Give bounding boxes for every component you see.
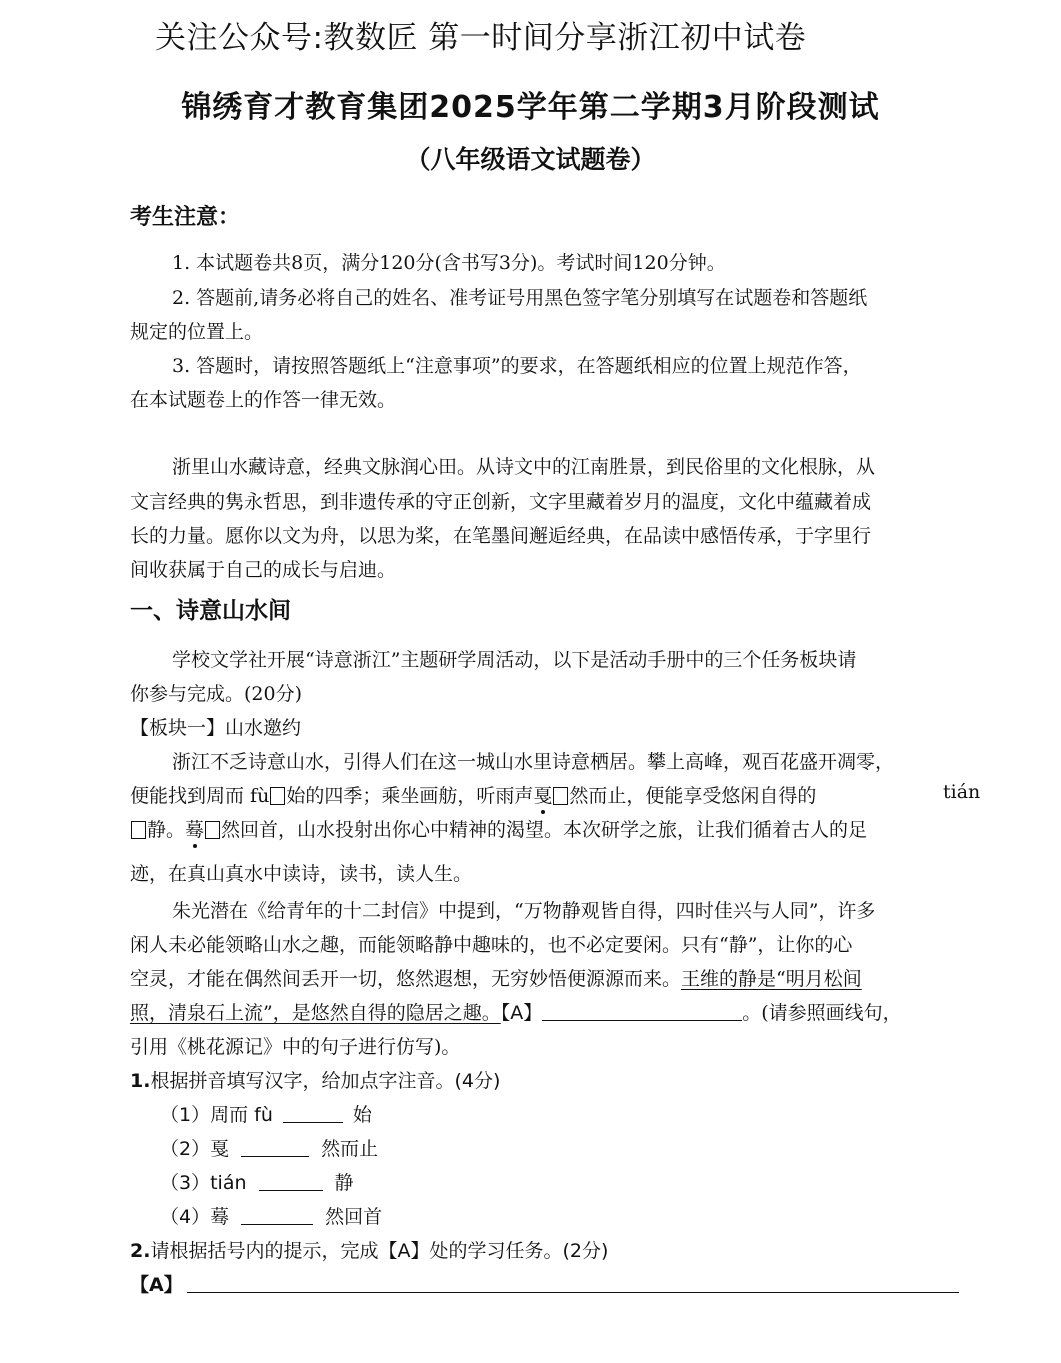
intro-line-3: 长的力量。愿你以文为舟，以思为桨，在笔墨间邂逅经典，在品读中感悟传承，于字里行 xyxy=(130,525,872,547)
q1-prompt xyxy=(130,1066,500,1093)
q1-item-number: （4） xyxy=(160,1206,211,1228)
answer-blank xyxy=(283,1106,343,1123)
q1-item-1 xyxy=(160,1100,372,1127)
notice-heading: 考生注意： xyxy=(130,204,241,230)
notice-item-3-line-1: 3. 答题时，请按照答题纸上“注意事项”的要求，在答题纸相应的位置上规范作答， xyxy=(172,355,862,377)
answer-box xyxy=(553,787,568,805)
p1-line-3-b: 然回首，山水投射出你心中精神的渴望。本次研学之旅，让我们循着古人的足 xyxy=(221,819,868,841)
q2-text: 请根据括号内的提示，完成【A】处的学习任务。(2分) xyxy=(150,1240,609,1262)
q2-answer-label: 【A】 xyxy=(130,1274,183,1296)
q1-number: 1. xyxy=(130,1070,151,1092)
q1-text: 根据拼音填写汉字，给加点字注音。(4分) xyxy=(150,1070,501,1092)
dotted-char: 戛 xyxy=(533,781,552,808)
intro-line-4: 间收获属于自己的成长与启迪。 xyxy=(130,559,397,581)
p1-line-3 xyxy=(130,815,867,842)
notice-item-2-line-1: 2. 答题前,请务必将自己的姓名、准考证号用黑色签字笔分别填写在试题卷和答题纸 xyxy=(172,287,868,309)
intro-line-1: 浙里山水藏诗意，经典文脉润心田。从诗文中的江南胜景，到民俗里的文化根脉，从 xyxy=(172,456,876,478)
notice-item-3-line-2: 在本试题卷上的作答一律无效。 xyxy=(130,389,397,411)
answer-box xyxy=(270,787,285,805)
q2-prompt xyxy=(130,1236,608,1263)
q1-item-after: 然回首 xyxy=(325,1206,383,1228)
notice-item-2-line-2: 规定的位置上。 xyxy=(130,321,264,343)
answer-box xyxy=(205,821,220,839)
q2-answer-row xyxy=(130,1270,959,1297)
p2-line-1: 朱光潜在《给青年的十二封信》中提到，“万物静观皆自得，四时佳兴与人同”，许多 xyxy=(172,900,876,922)
answer-blank xyxy=(259,1174,323,1191)
block-1-heading xyxy=(130,713,301,740)
exam-title: 锦绣育才教育集团2025学年第二学期3月阶段测试 xyxy=(181,90,880,125)
p2-line-3 xyxy=(130,964,862,991)
p1-line-2-c: 然而止，便能享受悠闲自得的 xyxy=(569,785,817,807)
q2-number: 2. xyxy=(130,1240,151,1262)
p2-line-5: 引用《桃花源记》中的句子进行仿写)。 xyxy=(130,1036,461,1058)
q1-item-2 xyxy=(160,1134,378,1161)
section-1-desc-line-2: 你参与完成。(20分) xyxy=(130,683,303,705)
q1-item-number: （3） xyxy=(160,1172,211,1194)
p2-line-4 xyxy=(130,998,902,1025)
q1-item-after: 静 xyxy=(334,1172,354,1194)
banner-text: 关注公众号:教数匠 第一时间分享浙江初中试卷 xyxy=(155,20,807,56)
p1-line-2-b: 始的四季；乘坐画舫，听雨声 xyxy=(286,785,534,807)
p1-line-4: 迹，在真山真水中读诗，读书，读人生。 xyxy=(130,863,473,885)
p1-line-2 xyxy=(130,781,816,808)
intro-line-2: 文言经典的隽永哲思，到非遗传承的守正创新，文字里藏着岁月的温度，文化中蕴藏着成 xyxy=(130,491,872,513)
answer-box xyxy=(131,821,146,839)
exam-subtitle: （八年级语文试题卷） xyxy=(405,145,656,174)
p1-line-1: 浙江不乏诗意山水，引得人们在这一城山水里诗意栖居。攀上高峰，观百花盛开凋零， xyxy=(172,751,895,773)
p2-line-2: 闲人未必能领略山水之趣，而能领略静中趣味的，也不必定要闲。只有“静”，让你的心 xyxy=(130,934,853,956)
underlined-sentence: 王维的静是“明月松间 xyxy=(681,968,862,990)
notice-item-1: 1. 本试题卷共8页，满分120分(含书写3分)。考试时间120分钟。 xyxy=(172,252,726,274)
q1-item-3 xyxy=(160,1168,354,1195)
q1-item-before: tián xyxy=(210,1172,247,1194)
q1-item-4 xyxy=(160,1202,382,1229)
block-1-label: 【板块一】 xyxy=(130,717,226,739)
q1-item-number: （2） xyxy=(160,1138,211,1160)
slot-a-label: 【A】 xyxy=(500,1002,543,1024)
q1-item-before: 周而 fù xyxy=(210,1104,273,1126)
answer-blank xyxy=(542,1004,742,1021)
q1-item-after: 然而止 xyxy=(321,1138,379,1160)
q1-item-before: 戛 xyxy=(210,1138,230,1160)
block-1-title: 山水邀约 xyxy=(225,717,302,739)
q1-item-before: 蓦 xyxy=(210,1206,230,1228)
answer-blank xyxy=(187,1276,959,1293)
answer-blank xyxy=(241,1140,309,1157)
dotted-char: 蓦 xyxy=(185,815,204,842)
q1-item-after: 始 xyxy=(352,1104,372,1126)
section-1-desc-line-1: 学校文学社开展“诗意浙江”主题研学周活动，以下是活动手册中的三个任务板块请 xyxy=(172,649,857,671)
p1-line-2-a: 便能找到周而 fù xyxy=(130,785,270,807)
pinyin-tian: tián xyxy=(943,781,981,803)
underlined-sentence: 照，清泉石上流”，是悠然自得的隐居之趣。 xyxy=(130,1002,501,1024)
q1-item-number: （1） xyxy=(160,1104,211,1126)
p2-line-4-tail: 。(请参照画线句， xyxy=(742,1002,902,1024)
section-1-heading: 一、诗意山水间 xyxy=(130,598,291,624)
answer-blank xyxy=(241,1208,313,1225)
p2-line-3-a: 空灵，才能在偶然间丢开一切，悠然遐想，无穷妙悟便源源而来。 xyxy=(130,968,682,990)
p1-line-3-a: 静。 xyxy=(147,819,186,841)
